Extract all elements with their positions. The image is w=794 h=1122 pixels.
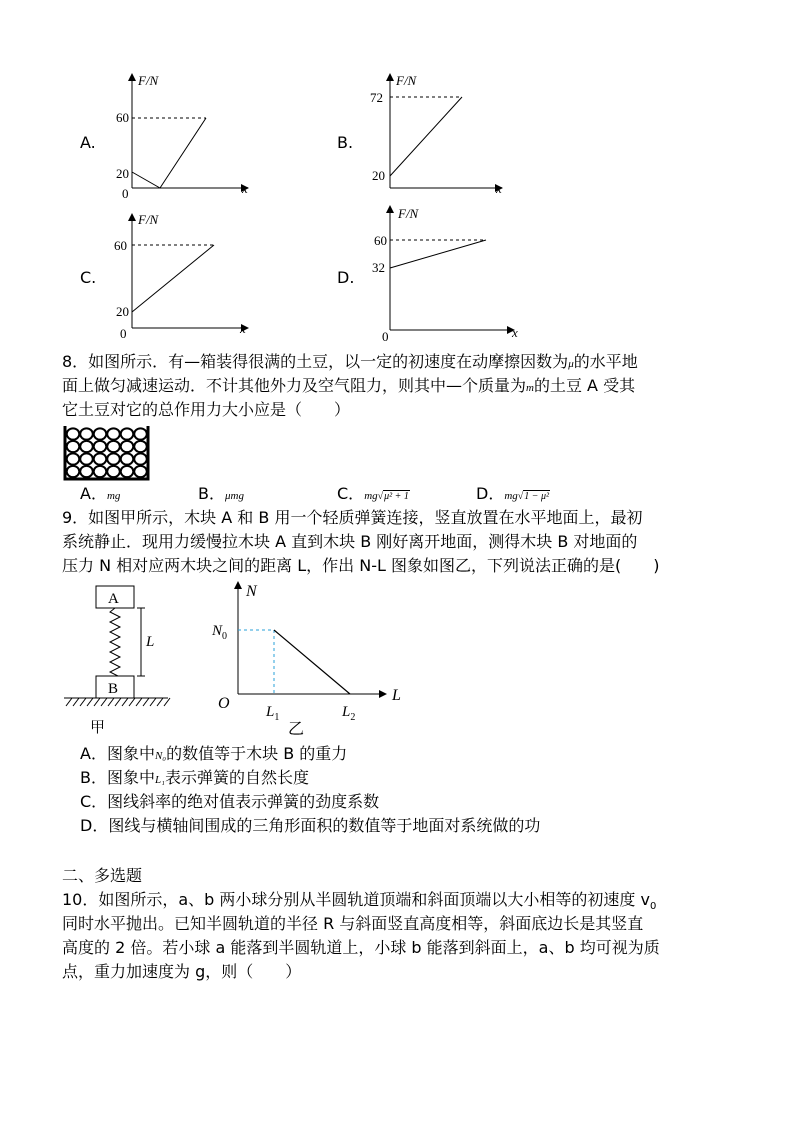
- ground-hatch: [94, 698, 100, 706]
- q8-option-d: D．mg√1 − μ²: [476, 484, 550, 503]
- tick-high: 60: [114, 238, 127, 253]
- q8-stem-line-3: 它土豆对它的总作用力大小应是（ ）: [62, 400, 351, 419]
- ground-hatch: [73, 698, 79, 706]
- potato: [67, 441, 80, 452]
- option-d-label: D.: [337, 268, 355, 287]
- axis-x-label: x: [496, 181, 502, 196]
- axis-y-label: N: [246, 583, 257, 600]
- axis-x-label: L: [392, 687, 401, 704]
- ground-hatch: [66, 698, 72, 706]
- block-b-label: B: [108, 681, 119, 697]
- origin-label: 0: [120, 326, 127, 338]
- q8-option-b: B．μmg: [198, 484, 244, 503]
- potato: [67, 466, 80, 477]
- origin-label: 0: [122, 186, 129, 200]
- potato: [134, 441, 147, 452]
- potato: [94, 466, 107, 477]
- axis-y-label: F/N: [138, 212, 159, 227]
- q10-stem-line-3: 高度的 2 倍。若小球 a 能落到半圆轨道上，小球 b 能落到斜面上，a、b 均可视为质: [62, 938, 660, 957]
- l2-label: $L_2$: [342, 704, 356, 723]
- q8-option-c: C．mg√μ² + 1: [337, 484, 409, 503]
- potato: [80, 466, 93, 477]
- graph-b: [368, 70, 518, 200]
- graph-c: [110, 208, 260, 338]
- graph-a: [110, 70, 260, 200]
- q9-option-c: C．图线斜率的绝对值表示弹簧的劲度系数: [80, 792, 380, 811]
- length-label: L: [146, 634, 155, 650]
- option-c-label: C.: [80, 268, 97, 287]
- figure-jia: [62, 582, 172, 742]
- ground-hatch: [150, 698, 156, 706]
- force-line: [390, 240, 486, 268]
- potato: [107, 453, 120, 464]
- mu-symbol: μ: [568, 358, 574, 370]
- axis-x-label: x: [512, 325, 518, 340]
- q9-stem-line-1: 9．如图甲所示，木块 A 和 B 用一个轻质弹簧连接，竖直放置在水平地面上，最初: [62, 508, 643, 527]
- ground-hatch: [143, 698, 149, 706]
- q8-stem-line-2: 面上做匀减速运动．不计其他外力及空气阻力，则其中—个质量为m的土豆 A 受其: [62, 376, 636, 395]
- potato: [134, 428, 147, 439]
- force-line: [390, 97, 462, 176]
- graph-d: [368, 200, 528, 342]
- axis-y-label: F/N: [398, 206, 419, 221]
- option-a-label: A.: [80, 133, 96, 152]
- q9-stem-line-3: 压力 N 相对应两木块之间的距离 L，作出 N-L 图象如图乙，下列说法正确的是( ): [62, 556, 660, 575]
- figure-yi: [210, 576, 410, 742]
- potato: [94, 441, 107, 452]
- section-heading: 二、多选题: [62, 866, 143, 885]
- ground-hatch: [115, 698, 121, 706]
- ground-hatch: [108, 698, 114, 706]
- potato: [134, 466, 147, 477]
- q8-stem-line-1: 8．如图所示．有—箱装得很满的土豆，以一定的初速度在动摩擦因数为μ的水平地: [62, 352, 638, 371]
- force-line: [132, 245, 214, 312]
- tick-low: 20: [116, 304, 129, 319]
- potato: [107, 441, 120, 452]
- l1-label: $L_1$: [266, 704, 280, 723]
- potato: [94, 453, 107, 464]
- q10-stem-line-1: 10．如图所示，a、b 两小球分别从半圆轨道顶端和斜面顶端以大小相等的初速度 $v_0$: [62, 890, 657, 913]
- potato: [121, 466, 134, 477]
- potato: [80, 428, 93, 439]
- option-b-label: B.: [337, 133, 354, 152]
- ground-hatch: [87, 698, 93, 706]
- tick-low: 20: [372, 168, 385, 183]
- potato: [94, 428, 107, 439]
- ground-hatch: [157, 698, 163, 706]
- spring: [110, 608, 120, 686]
- force-line: [132, 118, 206, 188]
- n-l-line: [274, 630, 350, 694]
- m-symbol: m: [526, 382, 534, 394]
- q9-option-b: B．图象中L₁表示弹簧的自然长度: [80, 768, 309, 787]
- q9-option-d: D．图线与横轴间围成的三角形面积的数值等于地面对系统做的功: [80, 816, 541, 835]
- potato: [134, 453, 147, 464]
- ground-hatch: [80, 698, 86, 706]
- n0-label: $N_0$: [212, 623, 228, 642]
- axis-x-label: x: [240, 321, 246, 336]
- q9-stem-line-2: 系统静止．现用力缓慢拉木块 A 直到木块 B 刚好离开地面，测得木块 B 对地面的: [62, 532, 638, 551]
- tick-high: 72: [370, 90, 383, 105]
- potato: [80, 441, 93, 452]
- potato: [80, 453, 93, 464]
- caption-jia: 甲: [90, 720, 106, 736]
- q10-stem-line-4: 点，重力加速度为 g，则（ ）: [62, 962, 302, 981]
- potato: [67, 453, 80, 464]
- potato: [121, 441, 134, 452]
- q8-option-a: A．mg: [80, 484, 121, 503]
- potato: [107, 466, 120, 477]
- tick-high: 60: [374, 233, 387, 248]
- caption-yi: 乙: [288, 721, 305, 738]
- ground-hatch: [122, 698, 128, 706]
- potato: [121, 428, 134, 439]
- ground-hatch: [164, 698, 170, 706]
- ground-hatch: [129, 698, 135, 706]
- origin-label: O: [218, 695, 230, 712]
- potato: [121, 453, 134, 464]
- block-a-label: A: [108, 591, 119, 607]
- q9-option-a: A．图象中N₀的数值等于木块 B 的重力: [80, 744, 348, 763]
- q10-stem-line-2: 同时水平抛出。已知半圆轨道的半径 R 与斜面竖直高度相等，斜面底边长是其竖直: [62, 914, 644, 933]
- axis-x-label: x: [242, 181, 248, 196]
- tick-high: 60: [116, 110, 129, 125]
- potato: [107, 428, 120, 439]
- potato-box-figure: [62, 424, 152, 482]
- origin-label: 0: [382, 329, 389, 342]
- ground-hatch: [136, 698, 142, 706]
- axis-y-label: F/N: [396, 73, 417, 88]
- ground-hatch: [101, 698, 107, 706]
- tick-low: 20: [116, 166, 129, 181]
- tick-low: 32: [372, 260, 385, 275]
- axis-y-label: F/N: [138, 73, 159, 88]
- potato: [67, 428, 80, 439]
